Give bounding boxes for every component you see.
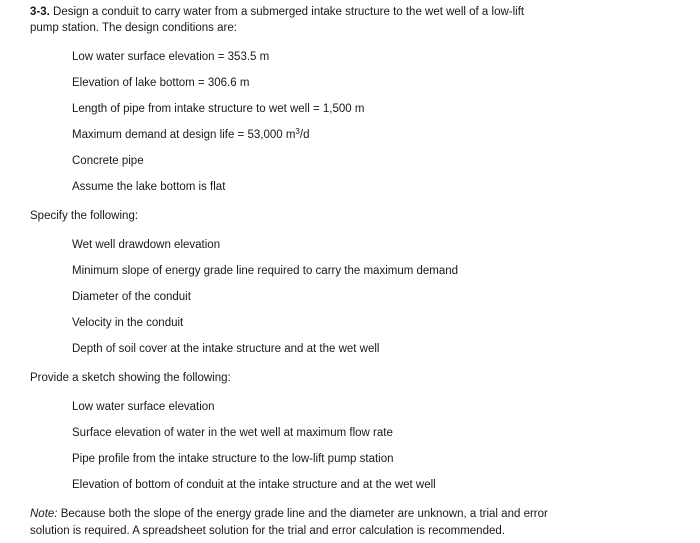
condition-lake-bottom: Elevation of lake bottom = 306.6 m bbox=[72, 77, 250, 89]
sketch-item: Low water surface elevation bbox=[72, 401, 215, 413]
specify-item: Diameter of the conduit bbox=[72, 291, 191, 303]
condition-low-water: Low water surface elevation = 353.5 m bbox=[72, 51, 270, 63]
sketch-item: Elevation of bottom of conduit at the intake structure and at the wet well bbox=[72, 479, 436, 491]
note-line-1 bbox=[30, 507, 548, 521]
specify-item: Depth of soil cover at the intake structure and at the wet well bbox=[72, 343, 380, 355]
specify-heading: Specify the following: bbox=[30, 210, 139, 222]
sketch-item: Pipe profile from the intake structure to the low-lift pump station bbox=[72, 453, 394, 465]
condition-max-demand bbox=[72, 128, 309, 142]
specify-item: Wet well drawdown elevation bbox=[72, 239, 221, 251]
condition-pipe-length: Length of pipe from intake structure to wet well = 1,500 m bbox=[72, 103, 365, 115]
note-label: Note: bbox=[30, 508, 58, 520]
demand-exponent: 3 bbox=[295, 127, 300, 136]
condition-flat-bottom: Assume the lake bottom is flat bbox=[72, 181, 226, 193]
problem-intro-line-1 bbox=[30, 5, 524, 19]
specify-item: Minimum slope of energy grade line required to carry the maximum demand bbox=[72, 265, 459, 277]
specify-item: Velocity in the conduit bbox=[72, 317, 184, 329]
problem-number: 3-3. bbox=[30, 6, 50, 18]
note-line-2: solution is required. A spreadsheet solution for the trial and error calculation is recommended. bbox=[30, 525, 505, 537]
condition-concrete-pipe: Concrete pipe bbox=[72, 155, 144, 167]
condition-max-demand-text: Maximum demand at design life = 53,000 m bbox=[72, 129, 296, 141]
problem-intro-text: Design a conduit to carry water from a submerged intake structure to the wet well of a low-lift bbox=[53, 6, 525, 18]
sketch-heading: Provide a sketch showing the following: bbox=[30, 372, 231, 384]
demand-unit: /d bbox=[299, 129, 310, 141]
sketch-item: Surface elevation of water in the wet well at maximum flow rate bbox=[72, 427, 393, 439]
note-text: Because both the slope of the energy grade line and the diameter are unknown, a trial and error bbox=[60, 508, 548, 520]
problem-intro-line-2: pump station. The design conditions are: bbox=[30, 22, 237, 34]
